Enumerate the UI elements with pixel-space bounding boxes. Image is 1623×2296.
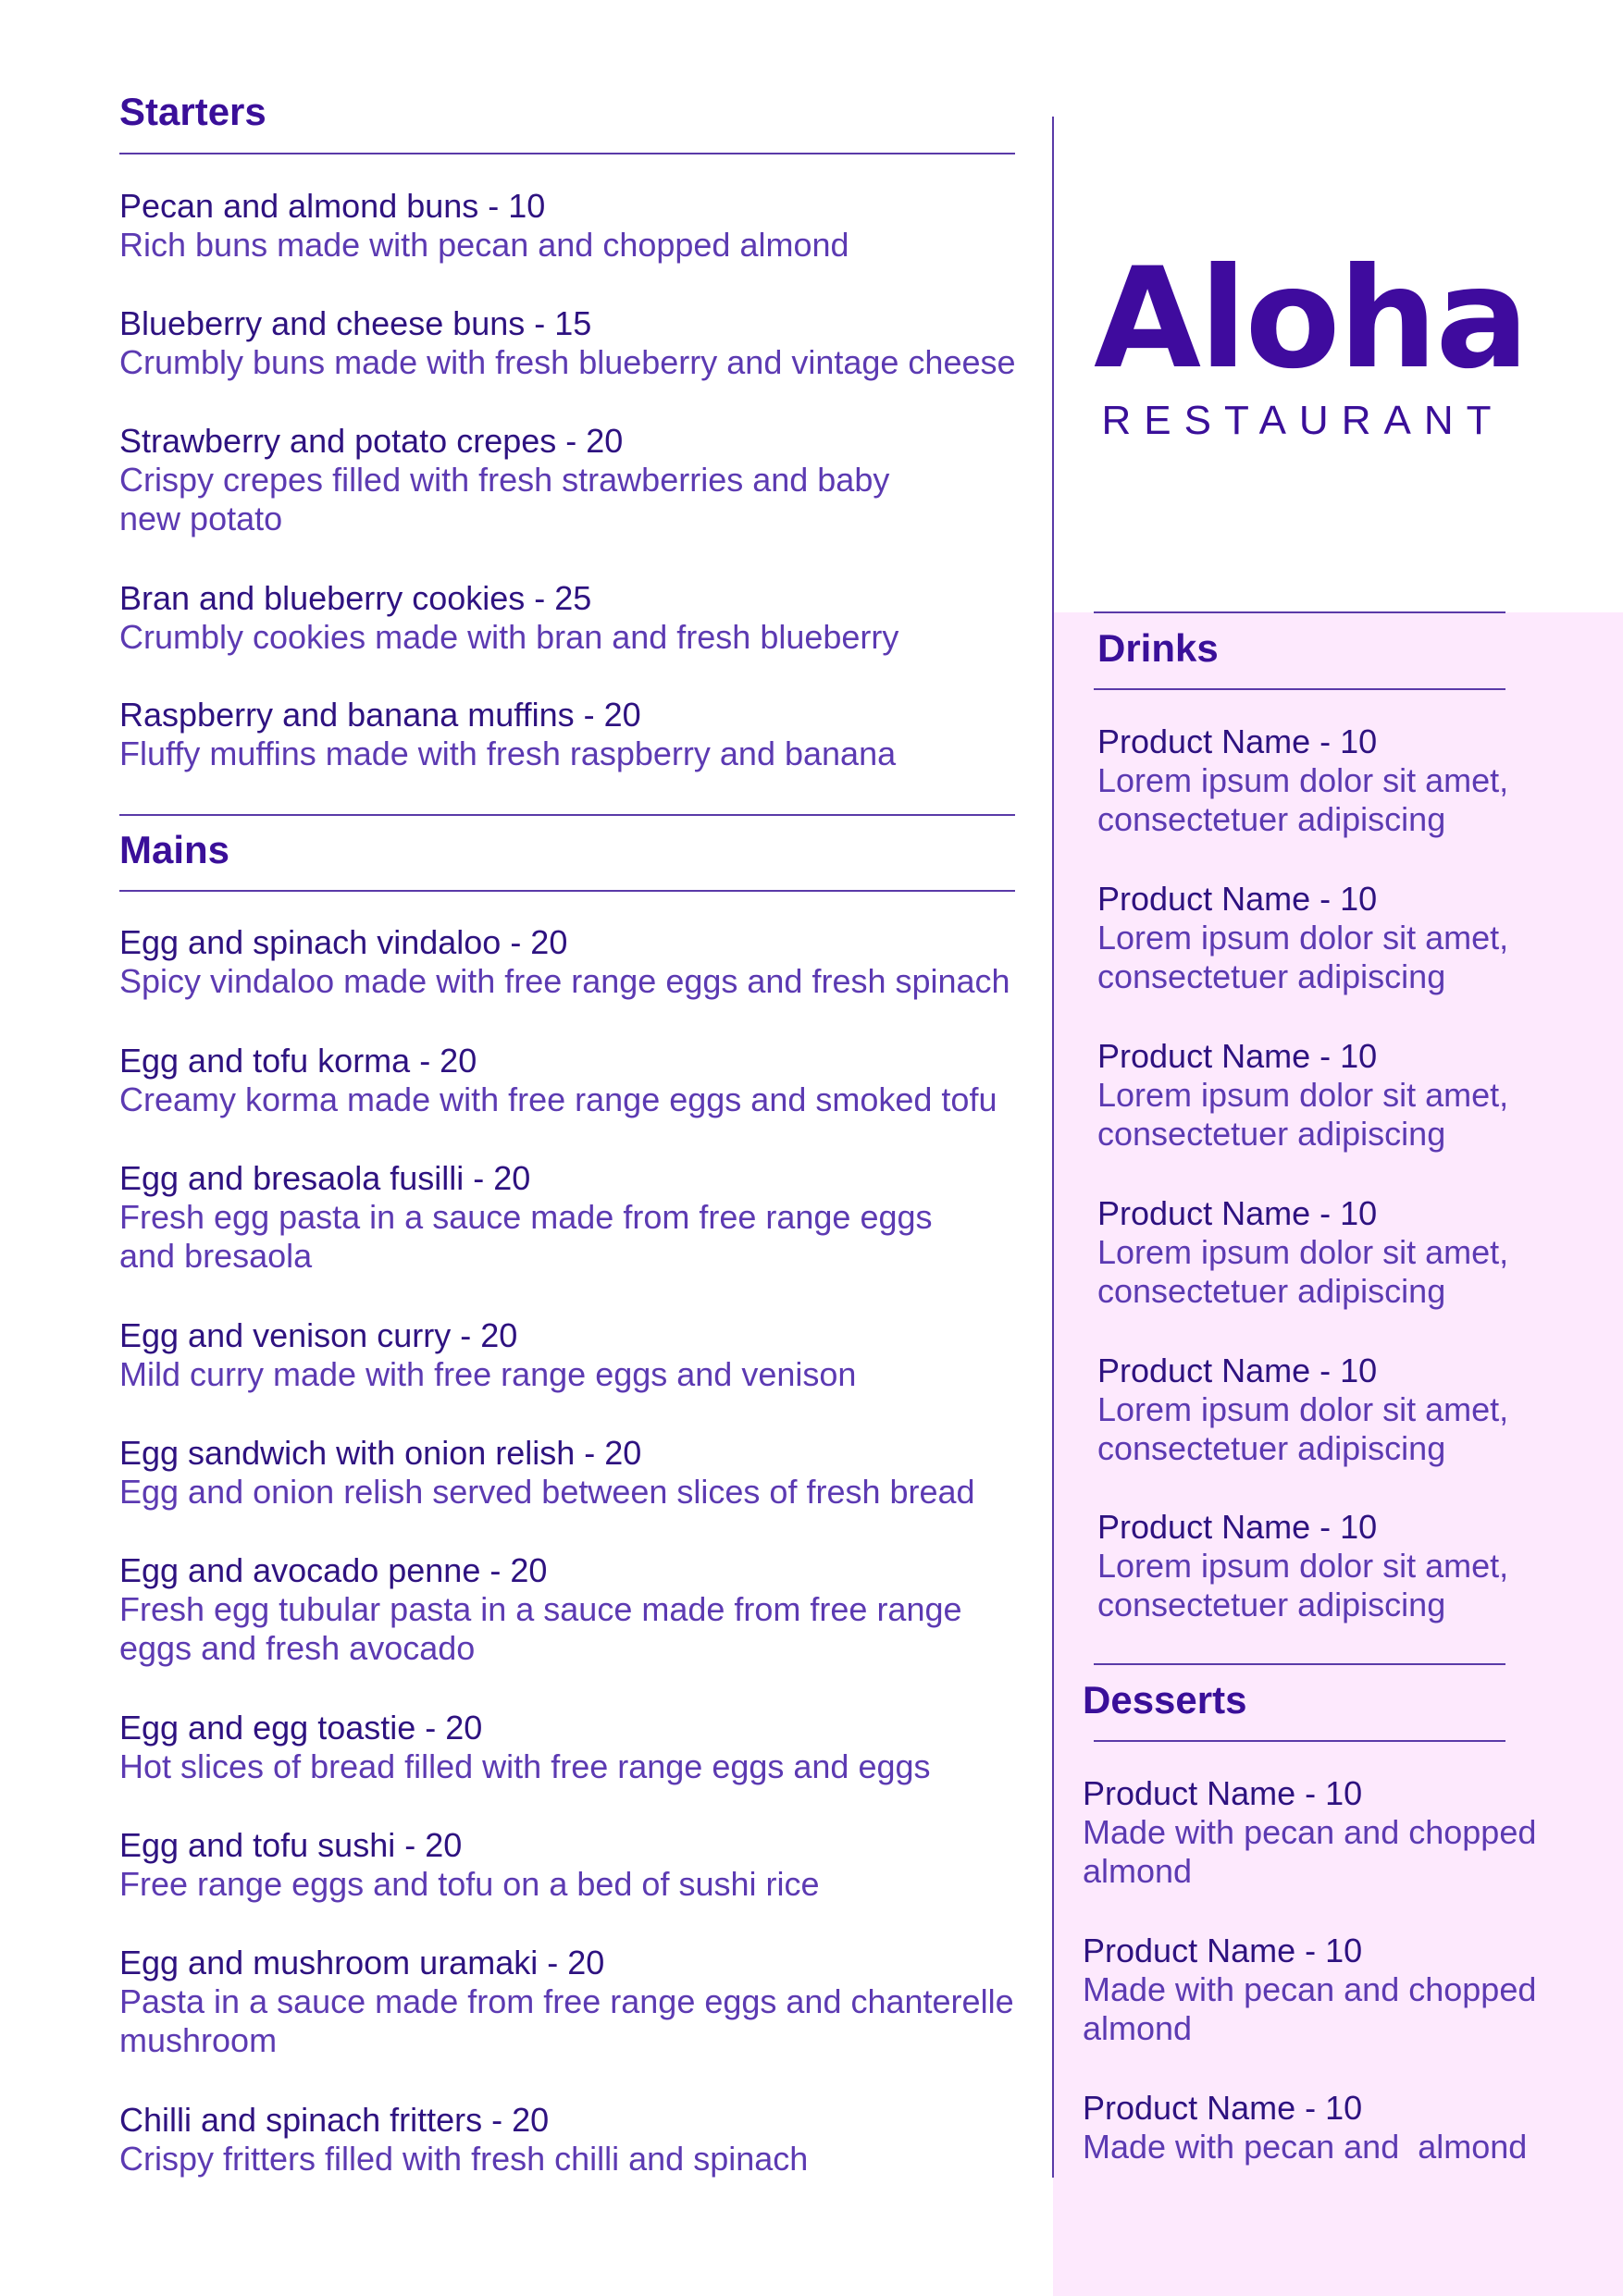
menu-item xyxy=(119,696,1026,773)
item-description: Crispy fritters filled with fresh chilli and spinach xyxy=(119,2140,809,2178)
item-name: Pecan and almond buns - 10 xyxy=(119,187,546,225)
menu-item xyxy=(1097,1194,1579,1311)
item-name: Product Name - 10 xyxy=(1097,880,1378,918)
item-description: Rich buns made with pecan and chopped almond xyxy=(119,226,849,264)
item-name: Egg and avocado penne - 20 xyxy=(119,1551,548,1589)
desserts-top-rule xyxy=(1094,1663,1505,1665)
item-name: Egg and tofu korma - 20 xyxy=(119,1042,477,1080)
item-name: Product Name - 10 xyxy=(1083,1774,1363,1812)
drinks-rule xyxy=(1094,688,1505,690)
item-description: Made with pecan and almond xyxy=(1083,2128,1528,2166)
menu-item xyxy=(1097,880,1579,996)
menu-item xyxy=(119,2101,1026,2179)
item-description: Creamy korma made with free range eggs and smoked tofu xyxy=(119,1080,997,1118)
item-description: Mild curry made with free range eggs and venison xyxy=(119,1355,857,1393)
item-description: Lorem ipsum dolor sit amet, consectetuer adipiscing xyxy=(1097,761,1509,838)
item-name: Egg and mushroom uramaki - 20 xyxy=(119,1944,605,1981)
menu-item xyxy=(1083,1774,1582,1891)
item-description: Fresh egg tubular pasta in a sauce made from free range eggs and fresh avocado xyxy=(119,1590,962,1667)
item-description: Lorem ipsum dolor sit amet, consectetuer adipiscing xyxy=(1097,1547,1509,1623)
item-name: Chilli and spinach fritters - 20 xyxy=(119,2101,550,2139)
item-name: Egg sandwich with onion relish - 20 xyxy=(119,1434,642,1472)
starters-rule xyxy=(119,153,1015,154)
mains-rule xyxy=(119,890,1015,892)
item-name: Egg and egg toastie - 20 xyxy=(119,1709,483,1747)
menu-item xyxy=(1097,722,1579,839)
menu-item xyxy=(1083,2089,1582,2166)
menu-item xyxy=(119,1042,1026,1119)
item-description: Lorem ipsum dolor sit amet, consectetuer adipiscing xyxy=(1097,1076,1509,1153)
menu-item xyxy=(119,1159,1026,1276)
item-name: Product Name - 10 xyxy=(1083,2089,1363,2127)
menu-item xyxy=(119,1434,1026,1512)
item-description: Pasta in a sauce made from free range eggs and chanterelle mushroom xyxy=(119,1982,1014,2059)
item-description: Fluffy muffins made with fresh raspberry and banana xyxy=(119,734,897,772)
item-name: Egg and bresaola fusilli - 20 xyxy=(119,1159,531,1197)
menu-item xyxy=(1097,1037,1579,1154)
logo xyxy=(1094,239,1528,400)
item-description: Made with pecan and chopped almond xyxy=(1083,1813,1537,1890)
mains-top-rule xyxy=(119,814,1015,816)
starters-title: Starters xyxy=(119,90,266,133)
item-description: Crispy crepes filled with fresh strawberries and baby new potato xyxy=(119,461,890,537)
item-name: Strawberry and potato crepes - 20 xyxy=(119,422,624,460)
item-description: Fresh egg pasta in a sauce made from free range eggs and bresaola xyxy=(119,1198,933,1275)
item-name: Blueberry and cheese buns - 15 xyxy=(119,304,592,342)
menu-item xyxy=(119,1944,1026,2060)
item-description: Spicy vindaloo made with free range eggs and fresh spinach xyxy=(119,962,1010,1000)
drinks-top-rule xyxy=(1094,611,1505,613)
item-description: Hot slices of bread filled with free range eggs and eggs xyxy=(119,1747,931,1785)
item-description: Lorem ipsum dolor sit amet, consectetuer adipiscing xyxy=(1097,919,1509,995)
mains-title: Mains xyxy=(119,828,230,871)
menu-item xyxy=(119,1826,1026,1904)
item-name: Product Name - 10 xyxy=(1097,1194,1378,1232)
item-name: Egg and tofu sushi - 20 xyxy=(119,1826,463,1864)
menu-item xyxy=(1097,1508,1579,1624)
menu-item xyxy=(1097,1352,1579,1468)
desserts-title: Desserts xyxy=(1083,1678,1247,1722)
item-name: Bran and blueberry cookies - 25 xyxy=(119,579,592,617)
item-name: Egg and spinach vindaloo - 20 xyxy=(119,923,568,961)
logo-wordmark: Aloha xyxy=(1094,239,1528,400)
menu-item xyxy=(119,1709,1026,1786)
item-description: Lorem ipsum dolor sit amet, consectetuer adipiscing xyxy=(1097,1233,1509,1310)
menu-item xyxy=(119,422,1026,538)
menu-item xyxy=(119,304,1026,382)
menu-item xyxy=(119,579,1026,657)
item-name: Raspberry and banana muffins - 20 xyxy=(119,696,641,734)
item-name: Egg and venison curry - 20 xyxy=(119,1316,518,1354)
menu-item xyxy=(119,923,1026,1001)
menu-item xyxy=(119,187,1026,265)
drinks-title: Drinks xyxy=(1097,626,1219,670)
menu-item xyxy=(119,1551,1026,1668)
item-description: Free range eggs and tofu on a bed of sushi rice xyxy=(119,1865,820,1903)
item-description: Made with pecan and chopped almond xyxy=(1083,1970,1537,2047)
item-name: Product Name - 10 xyxy=(1097,1508,1378,1546)
item-description: Crumbly cookies made with bran and fresh blueberry xyxy=(119,618,899,656)
item-name: Product Name - 10 xyxy=(1097,1037,1378,1075)
item-description: Crumbly buns made with fresh blueberry and vintage cheese xyxy=(119,343,1016,381)
item-name: Product Name - 10 xyxy=(1097,722,1378,760)
logo-subtitle: RESTAURANT xyxy=(1101,398,1505,443)
menu-item xyxy=(1083,1932,1582,2048)
desserts-rule xyxy=(1094,1740,1505,1742)
item-description: Egg and onion relish served between slices of fresh bread xyxy=(119,1473,975,1511)
menu-item xyxy=(119,1316,1026,1394)
item-name: Product Name - 10 xyxy=(1097,1352,1378,1389)
item-name: Product Name - 10 xyxy=(1083,1932,1363,1969)
column-divider xyxy=(1052,117,1054,2178)
item-description: Lorem ipsum dolor sit amet, consectetuer adipiscing xyxy=(1097,1390,1509,1467)
